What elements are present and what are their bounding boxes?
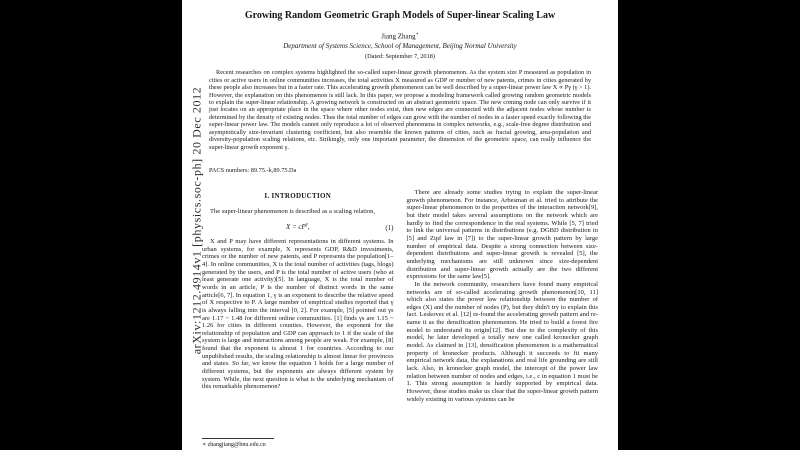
paragraph-network-community: In the network community, researchers have found many empirical networks are of so-called accelerating growth phenomenon[10, 11] which also states the power law relationship between the number of edges (X) and the number of nodes (P), but they didn't try to explain this fact. Leskovec et al. [12] re-found the accelerating growth pattern and re-name it as the densification phenomenon. He tried to build a forest fire model to understand its origin[12]. But due to the complexity of this model, he later developed a totally new one called kronecker graph model. As claimed in [13], densification phenomenon is a mathematical property of kronecker products. Although it succeeds to fit many empirical network data, the explanations and real life grounding are still lack. Also, in kronecker graph model, the intercept of the power law relation between number of nodes and edges, i.e., c in equation 1 must be 1. This strong assumption is hardly supported by empirical data. However, these studies make us clear that the super-linear growth pattern widely existing in various systems can be <box>406 280 598 403</box>
paper-title: Growing Random Geometric Graph Models of Super-linear Scaling Law <box>244 10 556 21</box>
footnote-rule <box>202 438 274 439</box>
two-column-body <box>202 189 598 403</box>
footnote-marker: ∗ <box>202 442 207 448</box>
equation-exponent: γ <box>305 222 308 228</box>
arxiv-watermark: arXiv:1212.4914v1 [physics.soc-ph] 20 Dec 2012 <box>189 86 204 355</box>
equation-tail: , <box>307 222 310 231</box>
affiliation-line: Department of Systems Science, School of Management, Beijing Normal University <box>283 42 517 51</box>
paper-page <box>182 0 618 450</box>
paragraph-systems: X and P may have different representations in different systems. In urban systems, for example, X represents GDP, R&D investments, crimes or the number of new patents, and P represents the population[1–4]. In online communities, X is the total number of activities (tags, blogs) generated by the users, and P is the total number of active users (who at least generate one activity)[5]. In language, X is the total number of words in an article, P is the number of distinct words in the same article[6, 7]. In equation 1, γ is an exponent to describe the relative speed of X respective to P. A large number of empirical studies reported that γ is always falling into the interval [0, 2]. For example, [5] pointed out γs are 1.17 ~ 1.48 for different online communities. [1] finds γs are 1.15 ~ 1.26 for cities in different counties. However, the exponent for the relationship of population and GDP can approach to 1 if the scale of the system is large and interactions among people are weak. For example, [8] found that the exponent is almost 1 for countries. According to our unpublished results, the scaling relationship is almost linear for provinces and states. So far, we know the equation 1 holds for a large number of different systems, but the exponents are always different system by system. While, the next question is what is the underlying mechanism of this remarkable phenomenon? <box>202 237 394 391</box>
paragraph-intro-lead: The super-linear phenomenon is described as a scaling relation, <box>210 207 376 215</box>
footnote-email-link[interactable]: zhangjiang@bnu.edu.cn <box>207 442 266 448</box>
right-column <box>407 189 599 403</box>
left-column <box>202 189 394 391</box>
equation-body: $X = cP^\gamma$, <box>285 222 310 231</box>
equation-1 <box>202 223 394 231</box>
author-name: Jiang Zhang <box>381 32 416 41</box>
author-line <box>182 31 618 40</box>
date-line: (Dated: September 7, 2018) <box>365 53 435 61</box>
pacs-line: PACS numbers: 89.75.-k,89.75.Da <box>209 166 297 174</box>
equation-number: (1) <box>385 223 394 232</box>
section-heading-introduction: I. INTRODUCTION <box>264 191 332 200</box>
paragraph-prior-studies: There are already some studies trying to explain the super-linear growth phenomenon. For instance, Arbesman et al. tried to attribute the super-linear phenomenon to the properties of the interaction network[9], but their model takes several assumptions on the network which are hardly to find the correspondence in the real systems. While [5, 7] tried to link the universal patterns in distributions (e.g. DGBD distribution in [5] and Zipf law in [7]) to the super-linear growth pattern by large number of empirical data. Despite a strong connection between size-dependent distributions and super-linear growth is revealed [5], the underlying mechanisms are still unknown since size-dependent distribution and super-linear growth actually are the two different expressions for the same law[5]. <box>406 188 598 281</box>
abstract-text: Recent researches on complex systems highlighted the so-called super-linear growth phenomenon. As the system size P measured as population in cities or active users in online communities increases, the total activities X measured as GDP or number of new patents, crimes in cities generated by these people also increases but in a faster rate. This accelerating growth phenomenon can be well described by a super-linear power law X ∝ Pγ (γ > 1). However, the explanation on this phenomenon is still lack. In this paper, we propose a modeling framework called growing random geometric models to explain the super-linear relationship. A growing network is constructed on an abstract geometric space. The new coming node can only survive if it just locates on an appropriate place in the space where other nodes exist, then new edges are connected with the adjacent nodes whose number is determined by the density of existing nodes. Thus the total number of edges can grow with the number of nodes in a faster speed exactly following the super-linear power law. The models cannot only reproduce a lot of observed phenomena in complex networks, e.g., scale-free degree distribution and asymptotically size-invariant clustering coefficient, but also resemble the known patterns of cities, such as fractal growing, area-population and diversity-population scaling relations, etc. Strikingly, only one important parameter, the dimension of the geometric space, can really influence the super-linear growth exponent γ. <box>209 69 591 151</box>
author-footnote-marker: ∗ <box>415 31 419 36</box>
footnote-block <box>202 436 394 448</box>
